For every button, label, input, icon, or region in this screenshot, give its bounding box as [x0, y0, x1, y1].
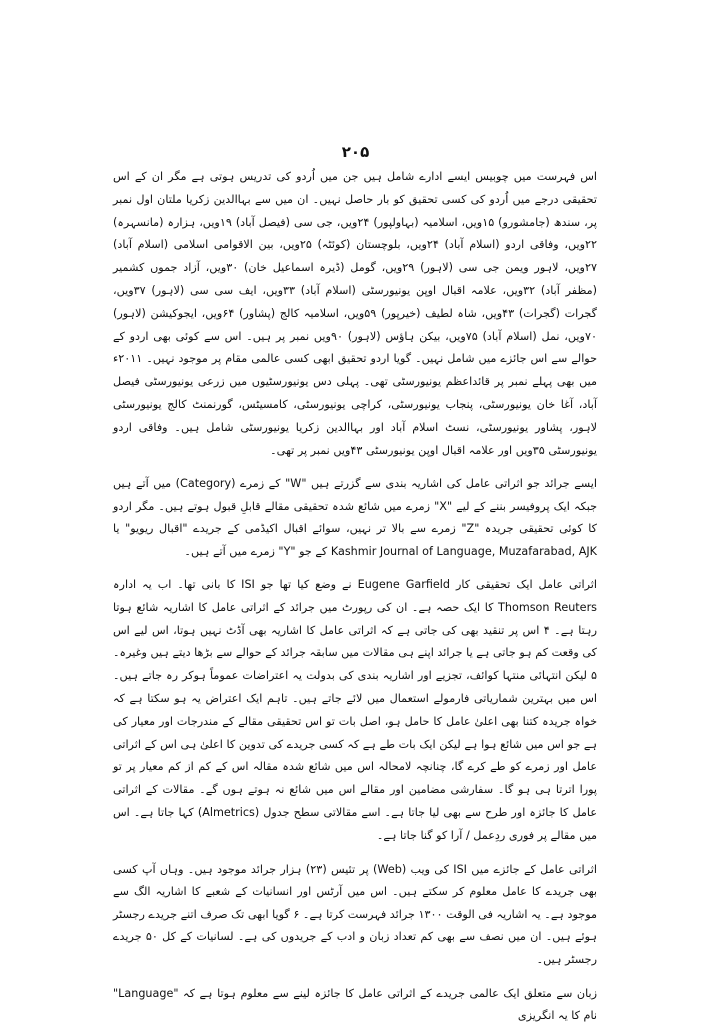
page-body	[113, 166, 597, 1027]
paragraph-impact-factor: اثراتی عامل ایک تحقیقی کار Eugene Garfield نے وضع کیا تھا جو ISI کا بانی تھا۔ اب یہ ادارہ Thomson Reuters کا ایک حصہ ہے۔ ان کی رپورٹ میں جرائد کے اثراتی عامل کا اشاریہ شائع ہوتا رہتا ہے۔ ۴ اس پر تنقید بھی کی جاتی ہے کہ اثراتی عامل کا اشاریہ بھی آڈٹ نہیں ہوتا، اس لیے اس کی وقعت کم ہو جاتی ہے یا جرائد اپنے ہی مقالات میں سابقہ جرائد کے حوالے سے بڑھا دیتے ہیں وغیرہ۔ ۵ لیکن انتہائی منتہا کوائف، تجزیے اور اشاریہ بندی کی بدولت یہ اعتراضات عموماً ہوکر رہ جاتے ہیں۔ اس میں بہترین شماریاتی فارمولے استعمال میں لائے جاتے ہیں۔ تاہم ایک اعتراض یہ ہو سکتا ہے کہ خواہ جریدہ کتنا بھی اعلیٰ عامل کا حامل ہو، اصل بات تو اس تحقیقی مقالے کے مندرجات اور معیار کی ہے جو اس میں شائع ہوا ہے لیکن ایک بات طے ہے کہ کسی جریدے کی تدوین کا اعلیٰ ہی اس کے اثراتی عامل اور زمرے کو طے کرے گا، چنانچہ لامحالہ اس میں شائع شدہ مقالہ اس کے کم از کم معیار پر تو پورا اترتا ہی ہو گا۔ سفارشی مضامین اور مقالے اس میں شائع نہ ہوتے ہوں گے۔ مقالات کے اثراتی عامل کا جائزہ اور طرح سے بھی لیا جاتا ہے۔ اسے مقالاتی سطح جدول (Almetrics) کہا جاتا ہے۔ اس میں مقالے پر فوری ردِعمل / آرا کو گنا جاتا ہے۔	[113, 577, 598, 842]
paragraph-university-ranking: اس فہرست میں چوبیس ایسے ادارے شامل ہیں جن میں اُردو کی تدریس ہوتی ہے مگر ان کے اس تحقیقی درجے میں اُردو کی کسی تحقیق کو بار حاصل نہیں۔ ان میں سے بہاالدین زکریا ملتان اول نمبر پر، سندھ (جامشورو) ۱۵ویں، اسلامیہ (بہاولپور) ۲۴ویں، جی سی (فیصل آباد) ۱۹ویں، ہزارہ (مانسہرہ) ۲۲ویں، وفاقی اردو (اسلام آباد) ۲۴ویں، بلوچستان (کوئٹہ) ۲۵ویں، بین الاقوامی اسلامی (اسلام آباد) ۲۷ویں، لاہور ویمن جی سی (لاہور) ۲۹ویں، گومل (ڈیرہ اسماعیل خان) ۳۰ویں، آزاد جموں کشمیر (مظفر آباد) ۳۲ویں، علامہ اقبال اوپن یونیورسٹی (اسلام آباد) ۳۳ویں، ایف سی سی (لاہور) ۳۷ویں، گجرات (گجرات) ۴۳ویں، شاہ لطیف (خیرپور) ۵۹ویں، اسلامیہ کالج (پشاور) ۶۴ویں، ایجوکیشن (لاہور) ۷۰ویں، نمل (اسلام آباد) ۷۵ویں، بیکن ہاؤس (لاہور) ۹۰ویں نمبر پر ہیں۔ اس سے کوئی بھی اردو کے حوالے سے اس جائزے میں شامل نہیں۔ گویا اردو تحقیق ابھی کسی عالمی مقام پر موجود نہیں۔ ۲۰۱۱ء میں بھی پہلے نمبر پر قائداعظم یونیورسٹی تھی۔ پہلی دس یونیورسٹیوں میں زرعی یونیورسٹی فیصل آباد، آغا خان یونیورسٹی، پنجاب یونیورسٹی، کراچی یونیورسٹی، کامسیٹس، گورنمنٹ کالج یونیورسٹی لاہور، پشاور یونیورسٹی، نسٹ اسلام آباد اور بہاالدین زکریا یونیورسٹی شامل ہیں۔ وفاقی اردو یونیورسٹی ۳۵ویں اور علامہ اقبال اوپن یونیورسٹی ۴۳ویں نمبر پر تھی۔	[113, 170, 598, 457]
page-number: ۲۰۵	[341, 143, 370, 161]
paragraph-journal-categories: ایسے جرائد جو اثراتی عامل کی اشاریہ بندی سے گزرتے ہیں "W" کے زمرے (Category) میں آتے ہیں جبکہ ایک پروفیسر بننے کے لیے "X" زمرے میں شائع شدہ تحقیقی مقالے قابلِ قبول ہوتے ہیں۔ مگر اردو کا کوئی تحقیقی جریدہ "Z" زمرے سے بالا تر نہیں، سوائے اقبال اکیڈمی کے جریدے "اقبال ریویو" یا Kashmir Journal of Language, Muzafarabad, AJK کے جو "Y" زمرے میں آتے ہیں۔	[113, 477, 597, 558]
paragraph-language-journal: زبان سے متعلق ایک عالمی جریدے کے اثراتی عامل کا جائزہ لینے سے معلوم ہوتا ہے کہ "Language" نام کا یہ انگریزی	[113, 986, 597, 1022]
paragraph-isi-web: اثراتی عامل کے جائزے میں ISI کی ویب (Web) پر تئیس (۲۳) ہزار جرائد موجود ہیں۔ وہاں آپ کسی بھی جریدے کا عامل معلوم کر سکتے ہیں۔ اس میں آرٹس اور انسانیات کے شعبے کا اشاریہ الگ سے موجود ہے۔ یہ اشاریہ فی الوقت ۱۳۰۰ جرائد فہرست کرتا ہے۔ ۶ گویا ابھی تک صرف اتنے جریدے رجسٹر ہوئے ہیں۔ ان میں نصف سے بھی کم تعداد زبان و ادب کے جریدوں کی ہے۔ لسانیات کے کل ۵۰ جریدے رجسٹر ہیں۔	[113, 862, 597, 966]
